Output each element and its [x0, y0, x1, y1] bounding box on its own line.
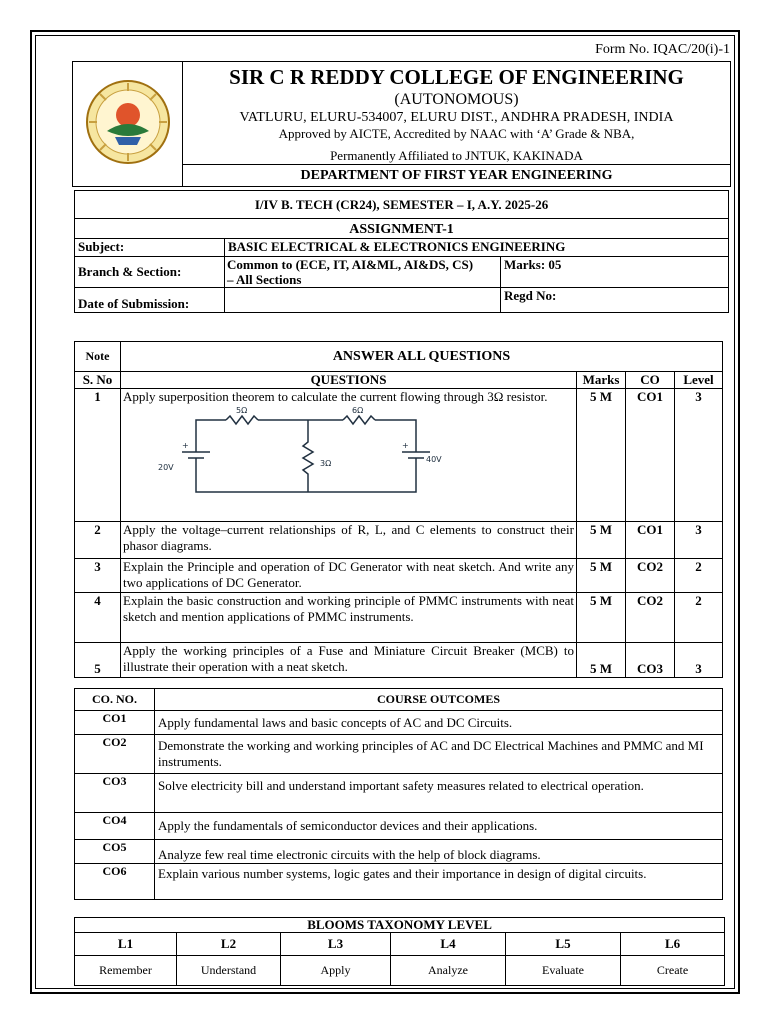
outcome-text: Solve electricity bill and understand important safety measures related to electrical operation. [155, 774, 723, 813]
circuit-v2-label: 40V [426, 455, 442, 464]
question-marks: 5 M [577, 593, 626, 643]
outcome-row [75, 735, 723, 774]
col-co-header: CO [626, 372, 675, 389]
blooms-title: BLOOMS TAXONOMY LEVEL [75, 918, 725, 933]
question-marks: 5 M [577, 559, 626, 593]
circuit-diagram [158, 406, 458, 496]
assignment-info-table [74, 190, 729, 313]
blooms-name: Evaluate [506, 956, 621, 986]
outcome-co: CO4 [75, 813, 155, 840]
blooms-level: L4 [391, 933, 506, 956]
col-questions-header: QUESTIONS [121, 372, 577, 389]
blooms-name: Understand [177, 956, 281, 986]
outcome-text: Analyze few real time electronic circuits with the help of block diagrams. [155, 840, 723, 864]
circuit-v2-plus: + [402, 441, 409, 450]
blooms-level: L1 [75, 933, 177, 956]
outcome-text: Apply fundamental laws and basic concepts of AC and DC Circuits. [155, 711, 723, 735]
question-text: Apply superposition theorem to calculate the current flowing through 3Ω resistor. [123, 389, 548, 404]
outcome-co: CO2 [75, 735, 155, 774]
question-row [75, 559, 723, 593]
co-no-header: CO. NO. [75, 689, 155, 711]
assignment-title: ASSIGNMENT-1 [75, 219, 729, 239]
autonomous-label: (AUTONOMOUS) [394, 91, 519, 108]
blooms-name: Create [621, 956, 725, 986]
question-row [75, 643, 723, 678]
question-level: 2 [675, 593, 723, 643]
question-text: Explain the Principle and operation of DC Generator with neat sketch. And write any two applications of DC Generator. [121, 559, 577, 593]
col-level-header: Level [675, 372, 723, 389]
question-sno: 5 [75, 643, 121, 678]
circuit-v1-plus: + [182, 441, 189, 450]
subject-label: Subject: [75, 239, 225, 257]
question-co: CO1 [626, 389, 675, 522]
question-row [75, 593, 723, 643]
circuit-v1-label: 20V [158, 463, 174, 472]
marks-label: Marks: 05 [501, 257, 729, 288]
note-label: Note [75, 342, 121, 372]
question-text: Apply the working principles of a Fuse and Miniature Circuit Breaker (MCB) to illustrate their operation with a neat sketch. [121, 643, 577, 678]
question-level: 3 [675, 643, 723, 678]
circuit-r3-label: 3Ω [320, 459, 332, 468]
question-text: Apply the voltage–current relationships of R, L, and C elements to construct their phasor diagrams. [121, 522, 577, 559]
circuit-r1-label: 5Ω [236, 406, 248, 415]
questions-table [74, 341, 723, 678]
outcome-row [75, 711, 723, 735]
branch-value-line2: – All Sections [227, 272, 302, 287]
logo-cell [73, 62, 183, 187]
question-text: Explain the basic construction and working principle of PMMC instruments with neat sketch and mention applications of PMMC instruments. [121, 593, 577, 643]
question-sno: 4 [75, 593, 121, 643]
question-marks: 5 M [577, 389, 626, 522]
answer-all-heading: ANSWER ALL QUESTIONS [121, 342, 723, 372]
outcome-row [75, 840, 723, 864]
question-row [75, 389, 723, 522]
form-number: Form No. IQAC/20(i)-1 [595, 42, 730, 57]
blooms-level: L2 [177, 933, 281, 956]
question-sno: 2 [75, 522, 121, 559]
college-logo-icon [85, 79, 171, 165]
question-level: 3 [675, 522, 723, 559]
regd-no-label: Regd No: [501, 288, 729, 313]
branch-label: Branch & Section: [75, 257, 225, 288]
outcome-co: CO6 [75, 864, 155, 900]
program-title: I/IV B. TECH (CR24), SEMESTER – I, A.Y. 2025-26 [75, 191, 729, 219]
blooms-name: Apply [281, 956, 391, 986]
course-outcomes-table [74, 688, 723, 900]
question-sno: 1 [75, 389, 121, 522]
approval-text: Approved by AICTE, Accredited by NAAC with ‘A’ Grade & NBA, [278, 126, 635, 141]
col-sno-header: S. No [75, 372, 121, 389]
question-co: CO2 [626, 559, 675, 593]
subject-value: BASIC ELECTRICAL & ELECTRONICS ENGINEERING [225, 239, 729, 257]
circuit-r2-label: 6Ω [352, 406, 364, 415]
outcome-co: CO1 [75, 711, 155, 735]
date-of-submission-label: Date of Submission: [75, 288, 225, 313]
outcome-text: Explain various number systems, logic gates and their importance in design of digital circuits. [155, 864, 723, 900]
outcome-row [75, 774, 723, 813]
col-marks-header: Marks [577, 372, 626, 389]
question-co: CO2 [626, 593, 675, 643]
blooms-level: L3 [281, 933, 391, 956]
college-header [72, 61, 731, 187]
question-sno: 3 [75, 559, 121, 593]
college-address: VATLURU, ELURU-534007, ELURU DIST., ANDHRA PRADESH, INDIA [239, 110, 674, 125]
blooms-level: L6 [621, 933, 725, 956]
question-marks: 5 M [577, 643, 626, 678]
blooms-level: L5 [506, 933, 621, 956]
question-co: CO3 [626, 643, 675, 678]
blooms-name: Remember [75, 956, 177, 986]
question-marks: 5 M [577, 522, 626, 559]
question-co: CO1 [626, 522, 675, 559]
outcome-text: Apply the fundamentals of semiconductor devices and their applications. [155, 813, 723, 840]
college-name: SIR C R REDDY COLLEGE OF ENGINEERING [229, 65, 684, 89]
outcome-co: CO3 [75, 774, 155, 813]
question-level: 2 [675, 559, 723, 593]
branch-value-line1: Common to (ECE, IT, AI&ML, AI&DS, CS) [227, 257, 474, 272]
outcome-co: CO5 [75, 840, 155, 864]
question-level: 3 [675, 389, 723, 522]
blooms-name: Analyze [391, 956, 506, 986]
outcome-text: Demonstrate the working and working principles of AC and DC Electrical Machines and PMMC and MI instruments. [155, 735, 723, 774]
course-outcomes-header: COURSE OUTCOMES [155, 689, 723, 711]
blooms-taxonomy-table [74, 917, 725, 986]
date-of-submission-value [225, 288, 501, 313]
department-title: DEPARTMENT OF FIRST YEAR ENGINEERING [183, 165, 731, 187]
outcome-row [75, 813, 723, 840]
affiliation-text: Permanently Affiliated to JNTUK, KAKINADA [330, 148, 583, 163]
question-row [75, 522, 723, 559]
outcome-row [75, 864, 723, 900]
